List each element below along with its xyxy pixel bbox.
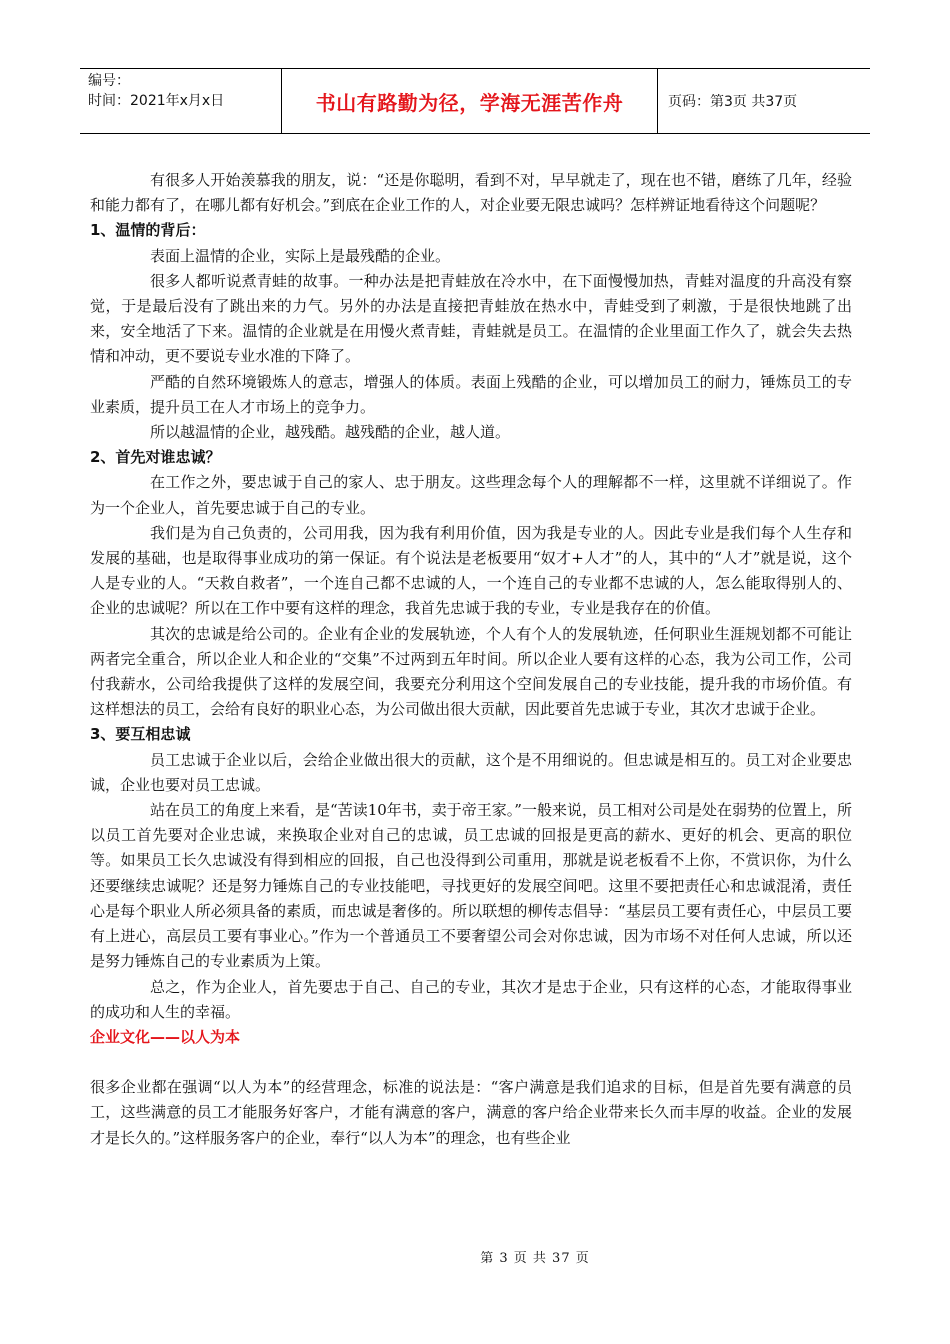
header-meta-cell (80, 69, 282, 133)
section-3-paragraph: 总之，作为企业人，首先要忠于自己、自己的专业，其次才是忠于企业，只有这样的心态，才能取得事业的成功和人生的幸福。 (90, 977, 852, 1021)
spacer (90, 1050, 852, 1075)
section-1-paragraph: 表面上温情的企业，实际上是最残酷的企业。 (150, 246, 451, 265)
page-footer: 第 3 页 共 37 页 (480, 1251, 590, 1266)
header-page-cell (658, 69, 870, 133)
header-page-label: 页码：第3页 共37页 (668, 94, 798, 110)
intro-paragraph: 有很多人开始羡慕我的朋友，说：“还是你聪明，看到不对，早早就走了，现在也不错，磨练了几年，经验和能力都有了，在哪儿都有好机会。”到底在企业工作的人，对企业要无限忠诚吗？怎样辨证地看待这个问题呢？ (90, 171, 852, 215)
page-header (80, 68, 870, 134)
header-motto-cell (282, 69, 658, 133)
document-body (90, 168, 852, 1151)
section-2-paragraph: 其次的忠诚是给公司的。企业有企业的发展轨迹，个人有个人的发展轨迹，任何职业生涯规划都不可能让两者完全重合，所以企业人和企业的“交集”不过两到五年时间。所以企业人要有这样的心态，我为公司工作，公司付我薪水，公司给我提供了这样的发展空间，我要充分利用这个空间发展自己的专业技能，提升我的市场价值。有这样想法的员工，会给有良好的职业心态，为公司做出很大贡献，因此要首先忠诚于专业，其次才忠诚于企业。 (90, 624, 852, 719)
document-number-label: 编号： (88, 73, 130, 89)
section-1-paragraph: 严酷的自然环境锻炼人的意志，增强人的体质。表面上残酷的企业，可以增加员工的耐力，锤炼员工的专业素质，提升员工在人才市场上的竞争力。 (90, 372, 852, 416)
section-3-heading: 3、要互相忠诚 (90, 725, 191, 744)
header-motto: 书山有路勤为径，学海无涯苦作舟 (315, 90, 624, 115)
section-1-heading: 1、温情的背后： (90, 221, 206, 240)
section-4-paragraph: 很多企业都在强调“以人为本”的经营理念，标准的说法是：“客户满意是我们追求的目标，但是首先要有满意的员工，这些满意的员工才能服务好客户，才能有满意的客户，满意的客户给企业带来长久而丰厚的收益。企业的发展才是长久的。”这样服务客户的企业，奉行“以人为本”的理念，也有些企业 (90, 1078, 852, 1147)
section-2-heading: 2、首先对谁忠诚？ (90, 448, 221, 467)
document-time-label: 时间：2021年x月x日 (88, 93, 225, 109)
section-1-paragraph: 很多人都听说煮青蛙的故事。一种办法是把青蛙放在冷水中，在下面慢慢加热，青蛙对温度的升高没有察觉，于是最后没有了跳出来的力气。另外的办法是直接把青蛙放在热水中，青蛙受到了刺激，于是很快地跳了出来，安全地活了下来。温情的企业就是在用慢火煮青蛙，青蛙就是员工。在温情的企业里面工作久了，就会失去热情和冲动，更不要说专业水准的下降了。 (90, 271, 852, 366)
section-2-paragraph: 我们是为自己负责的，公司用我，因为我有利用价值，因为我是专业的人。因此专业是我们每个人生存和发展的基础，也是取得事业成功的第一保证。有个说法是老板要用“奴才+人才”的人，其中的“人才”就是说，这个人是专业的人。“天救自救者”，一个连自己都不忠诚的人，一个连自己的专业都不忠诚的人，怎么能取得别人的、企业的忠诚呢？所以在工作中要有这样的理念，我首先忠诚于我的专业，专业是我存在的价值。 (90, 523, 852, 618)
section-3-paragraph: 员工忠诚于企业以后，会给企业做出很大的贡献，这个是不用细说的。但忠诚是相互的。员工对企业要忠诚，企业也要对员工忠诚。 (90, 750, 852, 794)
section-1-paragraph: 所以越温情的企业，越残酷。越残酷的企业，越人道。 (150, 423, 511, 442)
section-4-heading: 企业文化——以人为本 (90, 1027, 241, 1046)
section-2-paragraph: 在工作之外，要忠诚于自己的家人、忠于朋友。这些理念每个人的理解都不一样，这里就不详细说了。作为一个企业人，首先要忠诚于自己的专业。 (90, 473, 852, 517)
section-3-paragraph: 站在员工的角度上来看，是“苦读10年书，卖于帝王家。”一般来说，员工相对公司是处在弱势的位置上，所以员工首先要对企业忠诚，来换取企业对自己的忠诚，员工忠诚的回报是更高的薪水、更好的机会、更高的职位等。如果员工长久忠诚没有得到相应的回报，自己也没得到公司重用，那就是说老板看不上你，不赏识你，为什么还要继续忠诚呢？还是努力锤炼自己的专业技能吧，寻找更好的发展空间吧。这里不要把责任心和忠诚混淆，责任心是每个职业人所必须具备的素质，而忠诚是奢侈的。所以联想的柳传志倡导：“基层员工要有责任心，中层员工要有上进心，高层员工要有事业心。”作为一个普通员工不要奢望公司会对你忠诚，因为市场不对任何人忠诚，所以还是努力锤炼自己的专业素质为上策。 (90, 801, 852, 971)
